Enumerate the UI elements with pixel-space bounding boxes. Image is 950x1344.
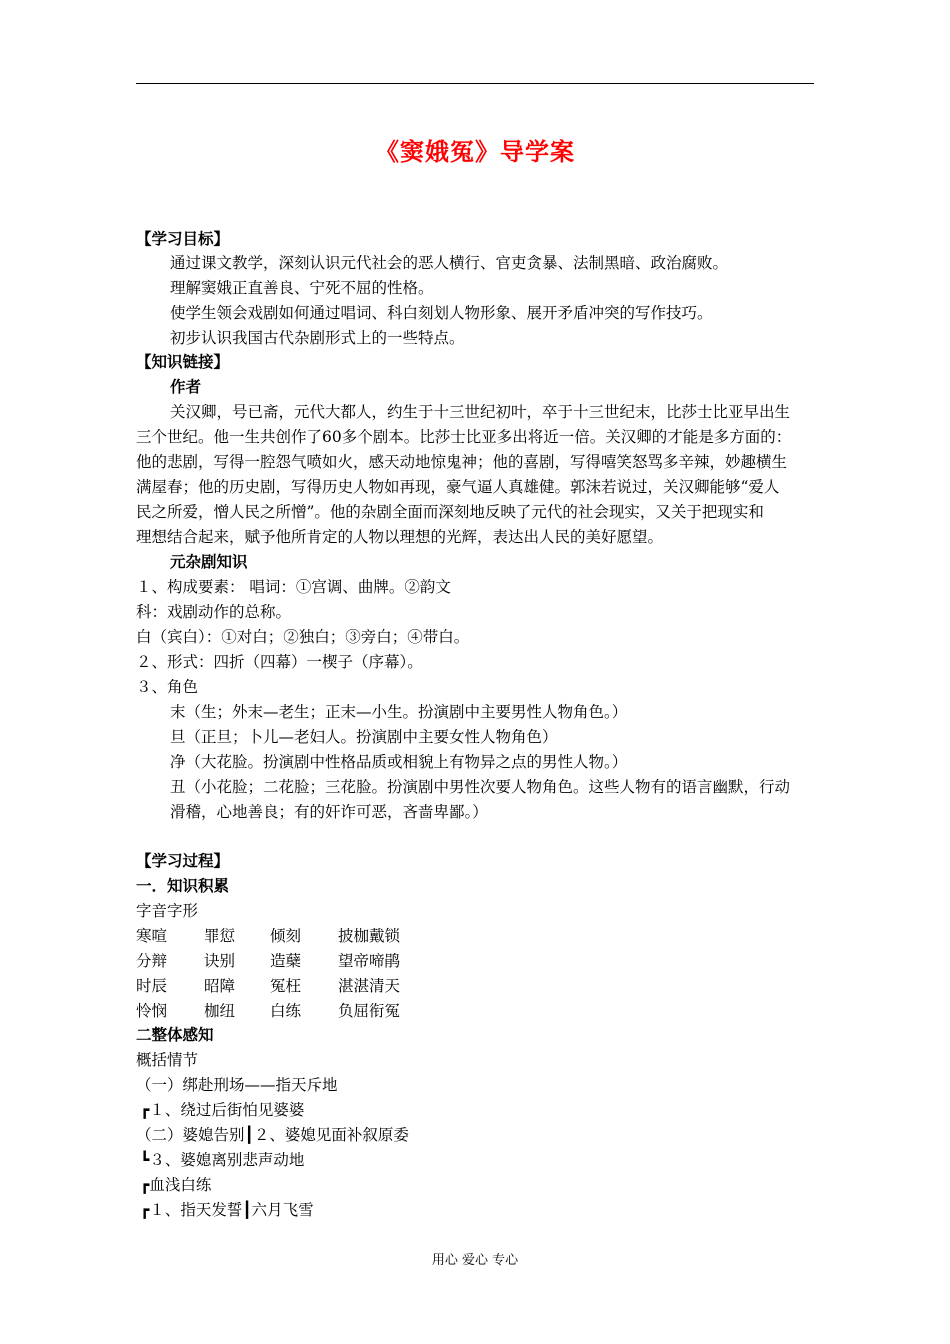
goal-item: 初步认识我国古代杂剧形式上的一些特点。 (170, 329, 465, 347)
goal-item: 理解窦娥正直善良、宁死不屈的性格。 (170, 279, 434, 297)
vocab-row (136, 1001, 400, 1021)
summary-heading: 概括情节 (136, 1051, 199, 1069)
vocab-word: 罪愆 (204, 927, 236, 945)
author-paragraph-line: 关汉卿，号已斋，元代大都人，约生于十三世纪初叶，卒于十三世纪末，比莎士比亚早出生 (170, 403, 791, 421)
plot-line: ┗３、婆媳离别悲声动地 (140, 1151, 305, 1169)
plot-line: ┏１、指天发誓┃六月飞雪 (140, 1201, 314, 1219)
header-rule (136, 83, 814, 84)
role-line: 末（生；外末—老生；正末—小生。扮演剧中主要男性人物角色。） (170, 703, 628, 721)
role-line: 旦（正旦；卜儿—老妇人。扮演剧中主要女性人物角色） (170, 728, 558, 746)
section-knowledge: 一．知识积累 (136, 877, 230, 895)
role-line: 滑稽，心地善良；有的奸诈可恶，吝啬卑鄙。） (170, 803, 488, 821)
vocab-word: 望帝啼鹃 (338, 952, 401, 970)
vocab-word: 负屈衔冤 (338, 1002, 401, 1020)
vocab-row (136, 926, 400, 946)
links-heading: 【知识链接】 (136, 353, 230, 371)
goal-item: 通过课文教学，深刻认识元代社会的恶人横行、官吏贪暴、法制黑暗、政治腐败。 (170, 254, 729, 272)
plot-line: ┏血浅白练 (140, 1176, 212, 1194)
vocab-heading: 字音字形 (136, 902, 199, 920)
vocab-word: 枷纽 (204, 1002, 236, 1020)
yuan-line: 白（宾白）：①对白；②独白；③旁白；④带白。 (136, 628, 470, 646)
vocab-word: 分辩 (136, 952, 168, 970)
goals-heading: 【学习目标】 (136, 230, 230, 248)
vocab-word: 白练 (270, 1002, 302, 1020)
vocab-row (136, 951, 400, 971)
vocab-word: 披枷戴锁 (338, 927, 401, 945)
vocab-word: 时辰 (136, 977, 168, 995)
yuan-line: ３、角色 (136, 678, 199, 696)
vocab-word: 冤枉 (270, 977, 302, 995)
goal-item: 使学生领会戏剧如何通过唱词、科白刻划人物形象、展开矛盾冲突的写作技巧。 (170, 304, 713, 322)
role-line: 丑（小花脸；二花脸；三花脸。扮演剧中男性次要人物角色。这些人物有的语言幽默，行动 (170, 778, 791, 796)
plot-line: （二）婆媳告别┃２、婆媳见面补叙原委 (136, 1126, 409, 1144)
vocab-word: 怜悯 (136, 1002, 168, 1020)
section-overall: 二整体感知 (136, 1026, 214, 1044)
vocab-word: 湛湛清天 (338, 977, 401, 995)
author-paragraph-line: 满屋春；他的历史剧，写得历史人物如再现，豪气逼人真雄健。郭沫若说过，关汉卿能够“爱人 (136, 478, 780, 496)
page-title: 《窦娥冤》导学案 (375, 138, 575, 166)
yuan-line: 科：戏剧动作的总称。 (136, 603, 292, 621)
plot-line: ┏１、绕过后街怕见婆婆 (140, 1101, 305, 1119)
process-heading: 【学习过程】 (136, 852, 230, 870)
author-paragraph-line: 理想结合起来，赋予他所肯定的人物以理想的光辉，表达出人民的美好愿望。 (136, 528, 664, 546)
author-paragraph-line: 他的悲剧，写得一腔怨气喷如火，感天动地惊鬼神；他的喜剧，写得嘻笑怒骂多辛辣，妙趣横生 (136, 453, 788, 471)
role-line: 净（大花脸。扮演剧中性格品质或相貌上有物异之点的男性人物。） (170, 753, 628, 771)
author-paragraph-line: 三个世纪。他一生共创作了60多个剧本。比莎士比亚多出将近一倍。关汉卿的才能是多方面的： (136, 428, 792, 446)
vocab-row (136, 976, 400, 996)
vocab-word: 寒喧 (136, 927, 168, 945)
vocab-word: 诀别 (204, 952, 236, 970)
yuan-heading: 元杂剧知识 (170, 553, 248, 571)
vocab-word: 倾刻 (270, 927, 302, 945)
author-heading: 作者 (170, 378, 202, 396)
yuan-line: １、构成要素： 唱词：①宫调、曲牌。②韵文 (136, 578, 451, 596)
vocab-word: 造蘖 (270, 952, 302, 970)
yuan-line: ２、形式：四折（四幕）一楔子（序幕）。 (136, 653, 423, 671)
page-footer: 用心 爱心 专心 (431, 1253, 519, 1268)
vocab-word: 昭障 (204, 977, 236, 995)
plot-line: （一）绑赴刑场——指天斥地 (136, 1076, 338, 1094)
author-paragraph-line: 民之所爱，憎人民之所憎”。他的杂剧全面而深刻地反映了元代的社会现实，又关于把现实和 (136, 503, 764, 521)
